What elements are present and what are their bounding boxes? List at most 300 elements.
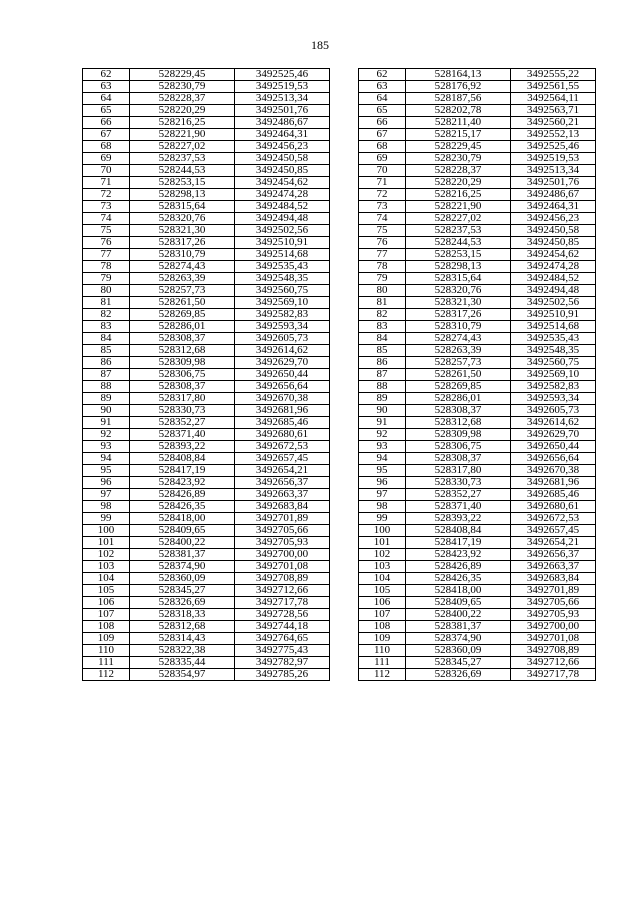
point-number-cell: 95 [359, 465, 406, 477]
point-number-cell: 104 [359, 573, 406, 585]
y-coordinate-cell: 3492775,43 [235, 645, 330, 657]
point-number-cell: 96 [83, 477, 130, 489]
table-row [359, 525, 596, 537]
table-row [83, 489, 330, 501]
table-row [359, 249, 596, 261]
table-row [359, 465, 596, 477]
table-row [83, 393, 330, 405]
x-coordinate-cell: 528330,73 [130, 405, 235, 417]
point-number-cell: 79 [83, 273, 130, 285]
y-coordinate-cell: 3492705,93 [511, 609, 596, 621]
point-number-cell: 75 [359, 225, 406, 237]
table-row [359, 393, 596, 405]
point-number-cell: 74 [83, 213, 130, 225]
table-row [359, 165, 596, 177]
x-coordinate-cell: 528286,01 [130, 321, 235, 333]
x-coordinate-cell: 528253,15 [130, 177, 235, 189]
y-coordinate-cell: 3492705,93 [235, 537, 330, 549]
y-coordinate-cell: 3492519,53 [235, 81, 330, 93]
x-coordinate-cell: 528360,09 [130, 573, 235, 585]
point-number-cell: 73 [359, 201, 406, 213]
x-coordinate-cell: 528321,30 [130, 225, 235, 237]
point-number-cell: 90 [83, 405, 130, 417]
y-coordinate-cell: 3492701,89 [511, 585, 596, 597]
x-coordinate-cell: 528409,65 [406, 597, 511, 609]
x-coordinate-cell: 528315,64 [406, 273, 511, 285]
y-coordinate-cell: 3492502,56 [235, 225, 330, 237]
y-coordinate-cell: 3492548,35 [511, 345, 596, 357]
y-coordinate-cell: 3492705,66 [511, 597, 596, 609]
table-row [359, 177, 596, 189]
table-row [359, 225, 596, 237]
point-number-cell: 82 [359, 309, 406, 321]
point-number-cell: 101 [359, 537, 406, 549]
x-coordinate-cell: 528381,37 [406, 621, 511, 633]
x-coordinate-cell: 528202,78 [406, 105, 511, 117]
y-coordinate-cell: 3492656,37 [511, 549, 596, 561]
x-coordinate-cell: 528306,75 [406, 441, 511, 453]
table-row [83, 333, 330, 345]
point-number-cell: 93 [83, 441, 130, 453]
table-row [359, 621, 596, 633]
point-number-cell: 83 [359, 321, 406, 333]
y-coordinate-cell: 3492486,67 [511, 189, 596, 201]
point-number-cell: 85 [83, 345, 130, 357]
y-coordinate-cell: 3492593,34 [511, 393, 596, 405]
point-number-cell: 75 [83, 225, 130, 237]
y-coordinate-cell: 3492450,58 [511, 225, 596, 237]
y-coordinate-cell: 3492708,89 [511, 645, 596, 657]
table-row [359, 213, 596, 225]
point-number-cell: 63 [359, 81, 406, 93]
y-coordinate-cell: 3492680,61 [235, 429, 330, 441]
y-coordinate-cell: 3492464,31 [511, 201, 596, 213]
x-coordinate-cell: 528381,37 [130, 549, 235, 561]
point-number-cell: 98 [83, 501, 130, 513]
point-number-cell: 66 [359, 117, 406, 129]
table-row [359, 285, 596, 297]
point-number-cell: 101 [83, 537, 130, 549]
table-row [359, 357, 596, 369]
x-coordinate-cell: 528326,69 [406, 669, 511, 681]
y-coordinate-cell: 3492701,08 [235, 561, 330, 573]
y-coordinate-cell: 3492501,76 [511, 177, 596, 189]
y-coordinate-cell: 3492525,46 [511, 141, 596, 153]
point-number-cell: 62 [359, 69, 406, 81]
y-coordinate-cell: 3492744,18 [235, 621, 330, 633]
x-coordinate-cell: 528237,53 [406, 225, 511, 237]
y-coordinate-cell: 3492681,96 [235, 405, 330, 417]
x-coordinate-cell: 528227,02 [130, 141, 235, 153]
y-coordinate-cell: 3492705,66 [235, 525, 330, 537]
point-number-cell: 86 [83, 357, 130, 369]
x-coordinate-cell: 528317,80 [406, 465, 511, 477]
table-row [83, 477, 330, 489]
x-coordinate-cell: 528312,68 [406, 417, 511, 429]
x-coordinate-cell: 528176,92 [406, 81, 511, 93]
y-coordinate-cell: 3492535,43 [235, 261, 330, 273]
point-number-cell: 76 [83, 237, 130, 249]
y-coordinate-cell: 3492614,62 [511, 417, 596, 429]
x-coordinate-cell: 528286,01 [406, 393, 511, 405]
y-coordinate-cell: 3492700,00 [511, 621, 596, 633]
x-coordinate-cell: 528330,73 [406, 477, 511, 489]
table-row [83, 165, 330, 177]
x-coordinate-cell: 528315,64 [130, 201, 235, 213]
table-row [83, 177, 330, 189]
x-coordinate-cell: 528244,53 [130, 165, 235, 177]
x-coordinate-cell: 528317,26 [130, 237, 235, 249]
x-coordinate-cell: 528261,50 [130, 297, 235, 309]
y-coordinate-cell: 3492464,31 [235, 129, 330, 141]
x-coordinate-cell: 528228,37 [130, 93, 235, 105]
y-coordinate-cell: 3492484,52 [511, 273, 596, 285]
x-coordinate-cell: 528426,35 [406, 573, 511, 585]
table-row [359, 609, 596, 621]
table-row [359, 549, 596, 561]
x-coordinate-cell: 528393,22 [406, 513, 511, 525]
x-coordinate-cell: 528345,27 [130, 585, 235, 597]
table-row [83, 129, 330, 141]
point-number-cell: 105 [359, 585, 406, 597]
table-row [359, 405, 596, 417]
y-coordinate-cell: 3492548,35 [235, 273, 330, 285]
table-row [83, 561, 330, 573]
x-coordinate-cell: 528263,39 [130, 273, 235, 285]
point-number-cell: 112 [359, 669, 406, 681]
point-number-cell: 73 [83, 201, 130, 213]
y-coordinate-cell: 3492450,58 [235, 153, 330, 165]
x-coordinate-cell: 528309,98 [130, 357, 235, 369]
point-number-cell: 99 [83, 513, 130, 525]
y-coordinate-cell: 3492650,44 [511, 441, 596, 453]
x-coordinate-cell: 528269,85 [406, 381, 511, 393]
point-number-cell: 96 [359, 477, 406, 489]
point-number-cell: 88 [83, 381, 130, 393]
y-coordinate-cell: 3492510,91 [511, 309, 596, 321]
x-coordinate-cell: 528310,79 [130, 249, 235, 261]
point-number-cell: 62 [83, 69, 130, 81]
y-coordinate-cell: 3492708,89 [235, 573, 330, 585]
x-coordinate-cell: 528274,43 [130, 261, 235, 273]
point-number-cell: 102 [83, 549, 130, 561]
x-coordinate-cell: 528352,27 [406, 489, 511, 501]
table-row [359, 297, 596, 309]
y-coordinate-cell: 3492474,28 [511, 261, 596, 273]
x-coordinate-cell: 528312,68 [130, 621, 235, 633]
point-number-cell: 74 [359, 213, 406, 225]
table-row [83, 465, 330, 477]
table-row [83, 429, 330, 441]
point-number-cell: 64 [83, 93, 130, 105]
x-coordinate-cell: 528371,40 [406, 501, 511, 513]
table-row [359, 333, 596, 345]
table-row [83, 645, 330, 657]
x-coordinate-cell: 528308,37 [406, 405, 511, 417]
point-number-cell: 69 [359, 153, 406, 165]
y-coordinate-cell: 3492569,10 [235, 297, 330, 309]
point-number-cell: 84 [83, 333, 130, 345]
y-coordinate-cell: 3492685,46 [235, 417, 330, 429]
table-row [359, 105, 596, 117]
table-row [359, 453, 596, 465]
table-row [359, 345, 596, 357]
point-number-cell: 69 [83, 153, 130, 165]
table-row [83, 285, 330, 297]
table-row [359, 573, 596, 585]
x-coordinate-cell: 528229,45 [406, 141, 511, 153]
point-number-cell: 105 [83, 585, 130, 597]
table-row [83, 669, 330, 681]
y-coordinate-cell: 3492494,48 [235, 213, 330, 225]
point-number-cell: 76 [359, 237, 406, 249]
x-coordinate-cell: 528354,97 [130, 669, 235, 681]
x-coordinate-cell: 528371,40 [130, 429, 235, 441]
x-coordinate-cell: 528216,25 [130, 117, 235, 129]
point-number-cell: 72 [359, 189, 406, 201]
x-coordinate-cell: 528227,02 [406, 213, 511, 225]
x-coordinate-cell: 528309,98 [406, 429, 511, 441]
point-number-cell: 103 [83, 561, 130, 573]
y-coordinate-cell: 3492654,21 [235, 465, 330, 477]
table-row [83, 381, 330, 393]
y-coordinate-cell: 3492657,45 [235, 453, 330, 465]
x-coordinate-cell: 528164,13 [406, 69, 511, 81]
x-coordinate-cell: 528230,79 [130, 81, 235, 93]
table-row [359, 585, 596, 597]
table-row [83, 357, 330, 369]
point-number-cell: 65 [83, 105, 130, 117]
point-number-cell: 71 [83, 177, 130, 189]
x-coordinate-cell: 528322,38 [130, 645, 235, 657]
x-coordinate-cell: 528426,89 [130, 489, 235, 501]
point-number-cell: 94 [359, 453, 406, 465]
x-coordinate-cell: 528426,35 [130, 501, 235, 513]
y-coordinate-cell: 3492656,37 [235, 477, 330, 489]
point-number-cell: 100 [83, 525, 130, 537]
point-number-cell: 89 [83, 393, 130, 405]
table-row [359, 489, 596, 501]
point-number-cell: 65 [359, 105, 406, 117]
table-row [359, 645, 596, 657]
table-row [83, 189, 330, 201]
table-row [83, 501, 330, 513]
x-coordinate-cell: 528423,92 [130, 477, 235, 489]
point-number-cell: 68 [83, 141, 130, 153]
y-coordinate-cell: 3492561,55 [511, 81, 596, 93]
y-coordinate-cell: 3492494,48 [511, 285, 596, 297]
point-number-cell: 110 [83, 645, 130, 657]
left-coordinate-table [82, 68, 330, 681]
y-coordinate-cell: 3492486,67 [235, 117, 330, 129]
table-row [83, 141, 330, 153]
y-coordinate-cell: 3492605,73 [235, 333, 330, 345]
y-coordinate-cell: 3492513,34 [511, 165, 596, 177]
y-coordinate-cell: 3492663,37 [511, 561, 596, 573]
x-coordinate-cell: 528306,75 [130, 369, 235, 381]
table-row [83, 249, 330, 261]
table-row [83, 609, 330, 621]
point-number-cell: 87 [359, 369, 406, 381]
x-coordinate-cell: 528418,00 [406, 585, 511, 597]
y-coordinate-cell: 3492514,68 [511, 321, 596, 333]
x-coordinate-cell: 528220,29 [406, 177, 511, 189]
x-coordinate-cell: 528320,76 [406, 285, 511, 297]
y-coordinate-cell: 3492717,78 [511, 669, 596, 681]
x-coordinate-cell: 528408,84 [406, 525, 511, 537]
y-coordinate-cell: 3492560,21 [511, 117, 596, 129]
x-coordinate-cell: 528314,43 [130, 633, 235, 645]
point-number-cell: 98 [359, 501, 406, 513]
point-number-cell: 94 [83, 453, 130, 465]
point-number-cell: 108 [83, 621, 130, 633]
table-row [83, 297, 330, 309]
x-coordinate-cell: 528317,26 [406, 309, 511, 321]
y-coordinate-cell: 3492656,64 [511, 453, 596, 465]
x-coordinate-cell: 528426,89 [406, 561, 511, 573]
point-number-cell: 99 [359, 513, 406, 525]
y-coordinate-cell: 3492654,21 [511, 537, 596, 549]
x-coordinate-cell: 528237,53 [130, 153, 235, 165]
point-number-cell: 87 [83, 369, 130, 381]
y-coordinate-cell: 3492681,96 [511, 477, 596, 489]
point-number-cell: 66 [83, 117, 130, 129]
point-number-cell: 95 [83, 465, 130, 477]
x-coordinate-cell: 528263,39 [406, 345, 511, 357]
point-number-cell: 86 [359, 357, 406, 369]
point-number-cell: 109 [83, 633, 130, 645]
point-number-cell: 107 [359, 609, 406, 621]
y-coordinate-cell: 3492672,53 [511, 513, 596, 525]
y-coordinate-cell: 3492450,85 [235, 165, 330, 177]
point-number-cell: 81 [359, 297, 406, 309]
x-coordinate-cell: 528244,53 [406, 237, 511, 249]
y-coordinate-cell: 3492502,56 [511, 297, 596, 309]
table-row [83, 369, 330, 381]
table-row [83, 93, 330, 105]
point-number-cell: 71 [359, 177, 406, 189]
table-row [359, 381, 596, 393]
y-coordinate-cell: 3492454,62 [511, 249, 596, 261]
y-coordinate-cell: 3492484,52 [235, 201, 330, 213]
point-number-cell: 67 [83, 129, 130, 141]
x-coordinate-cell: 528308,37 [130, 381, 235, 393]
point-number-cell: 80 [359, 285, 406, 297]
x-coordinate-cell: 528317,80 [130, 393, 235, 405]
table-row [83, 417, 330, 429]
point-number-cell: 67 [359, 129, 406, 141]
x-coordinate-cell: 528229,45 [130, 69, 235, 81]
table-row [359, 657, 596, 669]
y-coordinate-cell: 3492593,34 [235, 321, 330, 333]
table-row [359, 633, 596, 645]
y-coordinate-cell: 3492555,22 [511, 69, 596, 81]
y-coordinate-cell: 3492700,00 [235, 549, 330, 561]
x-coordinate-cell: 528345,27 [406, 657, 511, 669]
point-number-cell: 90 [359, 405, 406, 417]
x-coordinate-cell: 528221,90 [130, 129, 235, 141]
page-number: 185 [311, 38, 329, 52]
y-coordinate-cell: 3492656,64 [235, 381, 330, 393]
x-coordinate-cell: 528374,90 [130, 561, 235, 573]
point-number-cell: 77 [359, 249, 406, 261]
y-coordinate-cell: 3492510,91 [235, 237, 330, 249]
y-coordinate-cell: 3492685,46 [511, 489, 596, 501]
table-row [83, 201, 330, 213]
point-number-cell: 108 [359, 621, 406, 633]
point-number-cell: 79 [359, 273, 406, 285]
point-number-cell: 111 [359, 657, 406, 669]
y-coordinate-cell: 3492701,08 [511, 633, 596, 645]
table-row [83, 597, 330, 609]
point-number-cell: 107 [83, 609, 130, 621]
x-coordinate-cell: 528308,37 [406, 453, 511, 465]
point-number-cell: 78 [359, 261, 406, 273]
point-number-cell: 88 [359, 381, 406, 393]
table-row [83, 309, 330, 321]
table-row [83, 213, 330, 225]
x-coordinate-cell: 528215,17 [406, 129, 511, 141]
x-coordinate-cell: 528418,00 [130, 513, 235, 525]
y-coordinate-cell: 3492683,84 [235, 501, 330, 513]
y-coordinate-cell: 3492582,83 [235, 309, 330, 321]
point-number-cell: 70 [83, 165, 130, 177]
table-row [359, 309, 596, 321]
table-row [359, 129, 596, 141]
table-row [359, 429, 596, 441]
y-coordinate-cell: 3492683,84 [511, 573, 596, 585]
point-number-cell: 78 [83, 261, 130, 273]
table-row [359, 417, 596, 429]
x-coordinate-cell: 528417,19 [130, 465, 235, 477]
x-coordinate-cell: 528187,56 [406, 93, 511, 105]
x-coordinate-cell: 528298,13 [130, 189, 235, 201]
x-coordinate-cell: 528312,68 [130, 345, 235, 357]
point-number-cell: 103 [359, 561, 406, 573]
table-row [359, 369, 596, 381]
y-coordinate-cell: 3492582,83 [511, 381, 596, 393]
table-row [83, 441, 330, 453]
table-row [83, 585, 330, 597]
point-number-cell: 80 [83, 285, 130, 297]
table-row [359, 561, 596, 573]
x-coordinate-cell: 528261,50 [406, 369, 511, 381]
x-coordinate-cell: 528216,25 [406, 189, 511, 201]
point-number-cell: 64 [359, 93, 406, 105]
y-coordinate-cell: 3492657,45 [511, 525, 596, 537]
table-row [359, 153, 596, 165]
table-row [359, 597, 596, 609]
x-coordinate-cell: 528257,73 [130, 285, 235, 297]
y-coordinate-cell: 3492670,38 [511, 465, 596, 477]
table-row [359, 141, 596, 153]
table-row [359, 477, 596, 489]
point-number-cell: 92 [359, 429, 406, 441]
y-coordinate-cell: 3492670,38 [235, 393, 330, 405]
y-coordinate-cell: 3492519,53 [511, 153, 596, 165]
table-row [83, 153, 330, 165]
x-coordinate-cell: 528269,85 [130, 309, 235, 321]
x-coordinate-cell: 528310,79 [406, 321, 511, 333]
x-coordinate-cell: 528400,22 [406, 609, 511, 621]
table-row [359, 441, 596, 453]
x-coordinate-cell: 528320,76 [130, 213, 235, 225]
point-number-cell: 84 [359, 333, 406, 345]
point-number-cell: 97 [83, 489, 130, 501]
y-coordinate-cell: 3492663,37 [235, 489, 330, 501]
x-coordinate-cell: 528321,30 [406, 297, 511, 309]
x-coordinate-cell: 528423,92 [406, 549, 511, 561]
